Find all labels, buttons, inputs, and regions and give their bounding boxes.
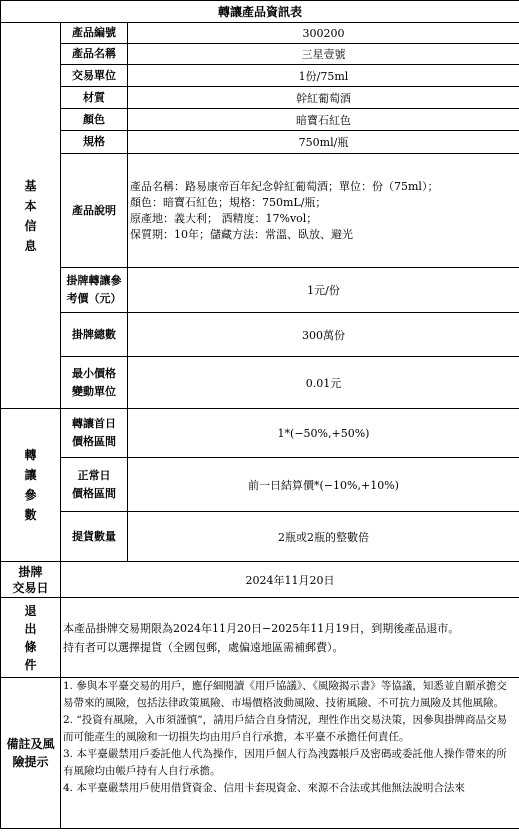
label-material: 材質 [61, 87, 128, 109]
row-first-day-range [1, 409, 519, 458]
label-line: 轉讓首日 [72, 417, 116, 430]
value-pickup-quantity: 2瓶或2瓶的整數倍 [128, 512, 519, 562]
label-risk-notes [1, 678, 61, 829]
row-reference-price [1, 268, 519, 313]
row-trade-unit [1, 65, 519, 87]
category-basic-info [1, 23, 61, 409]
category-char: 轉 [24, 448, 37, 462]
label-line: 險提示 [12, 755, 49, 769]
value-listing-date: 2024年11月20日 [61, 562, 519, 598]
row-exit-conditions [1, 598, 519, 678]
category-char: 數 [24, 508, 37, 522]
row-pickup-quantity [1, 512, 519, 562]
risk-item: 1. 參與本平臺交易的用戶，應仔細閱讀《用戶協議》、《風險揭示書》等協議，知悉並自願承擔交易帶來的風險，包括法律政策風險、市場價格波動風險、技術風險、不可抗力風險及其他風險。 [63, 680, 507, 709]
row-color [1, 109, 519, 131]
category-char: 參 [24, 488, 37, 502]
value-spec: 750ml/瓶 [128, 131, 519, 154]
label-product-code: 產品編號 [61, 23, 128, 44]
description-line: 產品名稱：路易康帝百年紀念幹紅葡萄酒；單位：份（75ml）； [130, 179, 439, 193]
value-risk-notes [61, 678, 519, 829]
table-title: 轉讓產品資訊表 [1, 1, 519, 23]
row-product-name [1, 44, 519, 65]
label-char: 條 [24, 639, 37, 654]
exit-line: 持有者可以選擇提貨（全國包郵，處偏遠地區需補郵費）。 [63, 640, 344, 654]
label-line: 最小價格 [72, 366, 116, 380]
category-char: 本 [24, 198, 37, 213]
row-total-listing [1, 313, 519, 357]
description-line: 顏色：暗寶石紅色；規格：750mL/瓶； [130, 195, 327, 209]
value-product-code: 300200 [128, 23, 519, 44]
label-line: 掛牌 [18, 564, 43, 579]
label-spec: 規格 [61, 131, 128, 154]
label-pickup-quantity: 提貨數量 [61, 512, 128, 562]
value-description [128, 154, 519, 268]
category-char: 基 [24, 178, 37, 193]
value-product-name: 三星壹號 [128, 44, 519, 65]
description-line: 保質期：10年；儲藏方法：常溫、臥放、避光 [130, 227, 353, 241]
label-line: 備註及風 [6, 737, 55, 751]
label-line: 變動單位 [72, 384, 116, 398]
row-normal-day-range [1, 458, 519, 512]
label-line: 交易日 [12, 580, 49, 595]
category-char: 讓 [24, 468, 37, 482]
label-line: 掛牌轉讓參 [66, 274, 122, 287]
label-product-name: 產品名稱 [61, 44, 128, 65]
value-color: 暗寶石紅色 [128, 109, 519, 131]
label-char: 出 [24, 621, 37, 636]
value-first-day-range: 1*(−50%,+50%) [128, 409, 519, 458]
category-char: 息 [24, 238, 37, 253]
label-reference-price [61, 268, 128, 313]
row-listing-date [1, 562, 519, 598]
label-first-day-range [61, 409, 128, 458]
label-min-price-unit [61, 357, 128, 409]
value-total-listing: 300萬份 [128, 313, 519, 357]
value-exit-conditions [61, 598, 519, 678]
row-description [1, 154, 519, 268]
risk-item: 3. 本平臺嚴禁用戶委託他人代為操作，因用戶個人行為洩露帳戶及密碼或委託他人操作帶來的所有風險均由帳戶持有人自行承擔。 [63, 748, 507, 777]
row-min-price-unit [1, 357, 519, 409]
category-transfer-params [1, 409, 61, 562]
risk-notes-text [63, 678, 517, 828]
label-description: 產品說明 [61, 154, 128, 268]
risk-item: 4. 本平臺嚴禁用戶使用借貸資金、信用卡套現資金、來源不合法或其他無法說明合法來 [63, 782, 465, 794]
value-trade-unit: 1份/75ml [128, 65, 519, 87]
label-line: 考價（元） [66, 292, 122, 305]
label-color: 顏色 [61, 109, 128, 131]
label-trade-unit: 交易單位 [61, 65, 128, 87]
row-material [1, 87, 519, 109]
label-listing-date [1, 562, 61, 598]
title-row [1, 1, 519, 23]
category-char: 信 [24, 218, 37, 233]
row-risk-notes [1, 678, 519, 829]
value-min-price-unit: 0.01元 [128, 357, 519, 409]
label-line: 正常日 [77, 468, 111, 482]
description-line: 原產地：義大利； 酒精度：17%vol； [130, 211, 318, 225]
value-normal-day-range: 前一日結算價*(−10%,+10%) [128, 458, 519, 512]
risk-item: 2. “投資有風險，入市須謹慎”，請用戶結合自身情況，理性作出交易決策，因參與掛牌商品交易而可能產生的風險和一切損失均由用戶自行承擔，本平臺不承擔任何責任。 [63, 714, 508, 743]
label-normal-day-range [61, 458, 128, 512]
exit-line: 本產品掛牌交易期限為2024年11月20日−2025年11月19日，到期後產品退市。 [63, 621, 460, 635]
label-char: 件 [24, 657, 37, 672]
row-product-code [1, 23, 519, 44]
label-total-listing: 掛牌總數 [61, 313, 128, 357]
value-reference-price: 1元/份 [128, 268, 519, 313]
label-char: 退 [24, 603, 37, 618]
label-exit-conditions [1, 598, 61, 678]
label-line: 價格區間 [72, 435, 116, 448]
row-spec [1, 131, 519, 154]
value-material: 幹紅葡萄酒 [128, 87, 519, 109]
label-line: 價格區間 [72, 486, 116, 500]
